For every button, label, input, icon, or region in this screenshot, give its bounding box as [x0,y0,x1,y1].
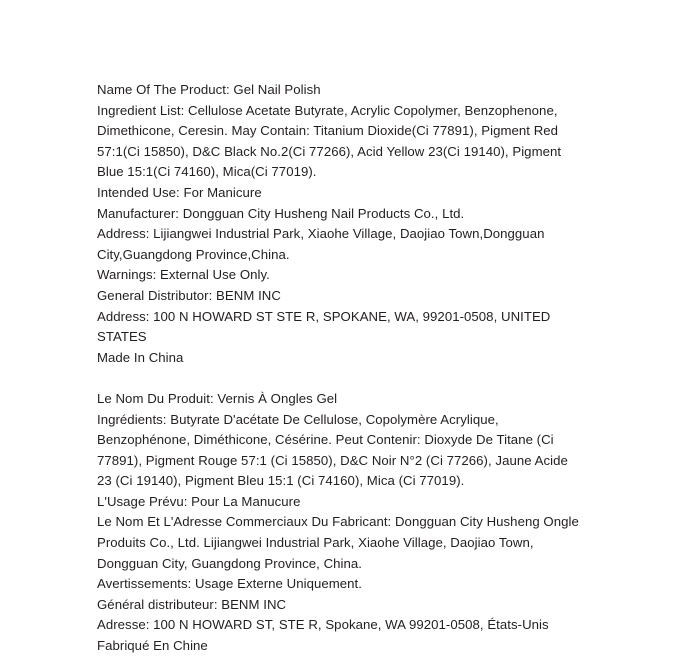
manufacturer-address-line: Address: Lijiangwei Industrial Park, Xiaohe Village, Daojiao Town,Dongguan City,Guangdong Province,China. [97,226,545,262]
intended-use-line: Intended Use: For Manicure [97,184,262,200]
made-in-line-fr: Fabriqué En Chine [97,638,208,654]
product-name-line: Name Of The Product: Gel Nail Polish [97,82,321,97]
manufacturer-line: Manufacturer: Dongguan City Husheng Nail Products Co., Ltd. [97,205,465,221]
product-name-line-fr: Le Nom Du Produit: Vernis À Ongles Gel [97,390,338,406]
distributor-address-line: Address: 100 N HOWARD ST STE R, SPOKANE, WA, 99201-0508, UNITED STATES [97,308,551,345]
distributor-address-line-fr: Adresse: 100 N HOWARD ST, STE R, Spokane, WA 99201-0508, États-Unis [97,617,549,633]
general-distributor-line-fr: Général distributeur: BENM INC [97,596,287,612]
english-label-block [97,80,579,368]
warnings-line-fr: Avertissements: Usage Externe Uniquement. [97,576,362,592]
section-divider [97,368,579,389]
ingredient-list-line-fr: Ingrédients: Butyrate D'acétate De Cellulose, Copolymère Acrylique, Benzophénone, Diméthicone, Césérine. Peut Contenir: Dioxyde De Titane (Ci 77891), Pigment Rouge 57:1 (Ci 15850), D&C Noir N°2 (Ci 77266), Jaune Acide 23 (Ci 19140), Pigment Bleu 15:1 (Ci 74160), Mica (Ci 77019). [97,411,568,489]
warnings-line: Warnings: External Use Only. [97,267,270,283]
intended-use-line-fr: L'Usage Prévu: Pour La Manucure [97,493,301,509]
made-in-line: Made In China [97,349,184,365]
ingredient-list-line: Ingredient List: Cellulose Acetate Butyrate, Acrylic Copolymer, Benzophenone, Dimethicone, Ceresin. May Contain: Titanium Dioxide(Ci 77891), Pigment Red 57:1(Ci 15850), D&C Black No.2(Ci 77266), Acid Yellow 23(Ci 19140), Pigment Blue 15:1(Ci 74160), Mica(Ci 77019). [97,102,562,180]
manufacturer-line-fr: Le Nom Et L'Adresse Commerciaux Du Fabricant: Dongguan City Husheng Ongle Produits Co., Ltd. Lijiangwei Industrial Park, Xiaohe Village, Daojiao Town, Dongguan City, Guangdong Province, China. [97,514,579,571]
general-distributor-line: General Distributor: BENM INC [97,287,281,303]
french-label-block [97,389,579,657]
